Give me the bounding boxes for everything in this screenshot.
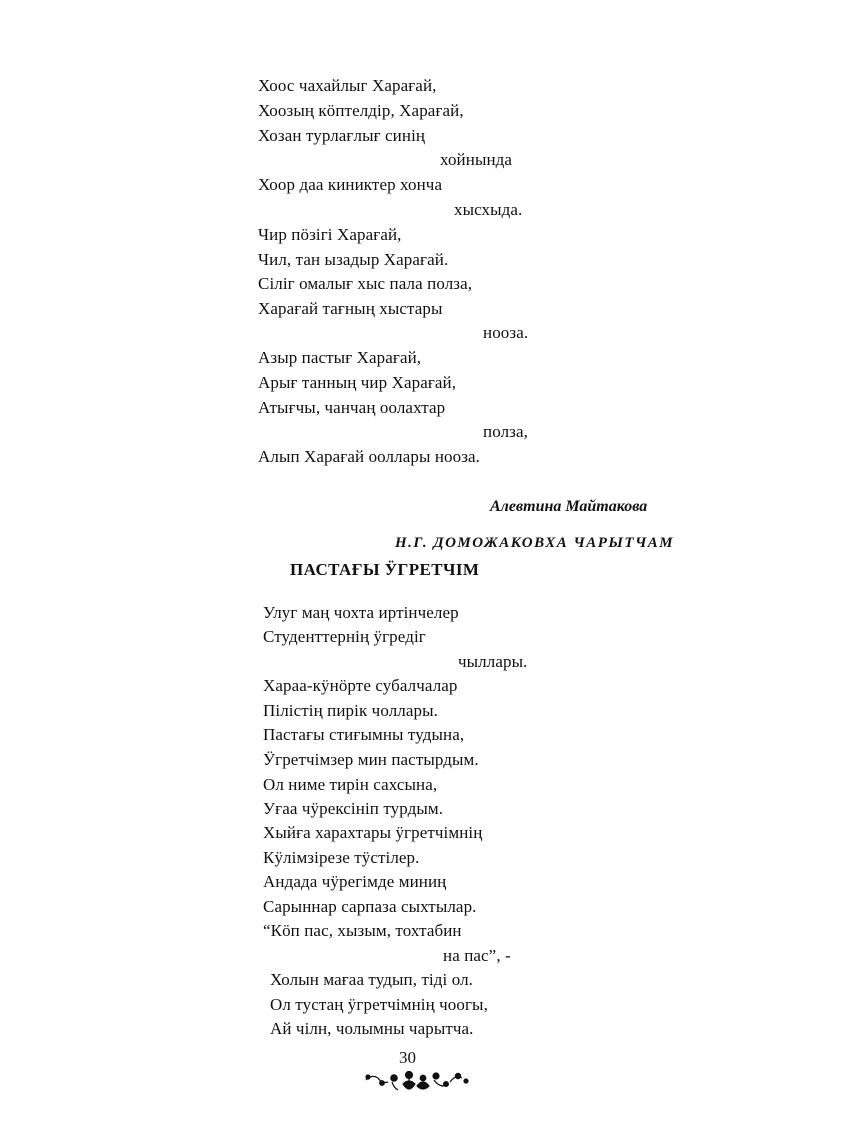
poem-line: хойнында: [440, 150, 513, 169]
dedication: Н.Г. ДОМОЖАКОВХА ЧАРЫТЧАМ: [395, 535, 675, 551]
poem-line: Ол тустаң ӱгретчімнің чоогы,: [270, 995, 488, 1014]
poem-line: хысхыда.: [454, 200, 523, 219]
poem-line: Студенттернің ӱгредіг: [263, 627, 426, 646]
poem-line: Ӱгретчімзер мин пастырдым.: [263, 750, 479, 769]
poem-line: нооза.: [483, 323, 529, 342]
poem-line: полза,: [483, 422, 528, 441]
poem-line: Улуг маң чохта иртінчелер: [263, 603, 459, 622]
poem-line: “Кӧп пас, хызым, тохтабин: [263, 921, 462, 940]
poem-line: Ай чілн, чолымны чарытча.: [270, 1019, 474, 1038]
poem-line: Ол ниме тирін сахсына,: [263, 775, 438, 794]
poem-line: Хараа-кӱнӧрте субалчалар: [263, 676, 458, 695]
poem-line: Арығ танның чир Харағай,: [258, 373, 457, 392]
poem-line: Пастағы стиғымны тудына,: [263, 725, 465, 744]
poem-line: Пілістің пирік чоллары.: [263, 701, 438, 720]
poem-line: Хыйға харахтары ӱгретчімнің: [263, 823, 483, 842]
poem-line: Уғаа чӱрексініп турдым.: [263, 799, 444, 818]
poem-line: Сіліг омалығ хыс пала полза,: [258, 274, 473, 293]
poem-line: Атығчы, чанчаң оолахтар: [258, 398, 446, 417]
poem-line: Холын мағаа тудып, тіді ол.: [270, 970, 474, 989]
poem-line: Алып Харағай ооллары нооза.: [258, 447, 481, 466]
poem-line: Азыр пастығ Харағай,: [258, 348, 422, 367]
poem-title: ПАСТАҒЫ ӰГРЕТЧІМ: [290, 560, 480, 579]
poem-line: Харағай тағның хыстары: [258, 299, 443, 318]
floral-ornament-icon: [362, 1066, 472, 1101]
poem-line: Андада чӱрегімде миниң: [263, 872, 447, 891]
poem-line: Хоос чахайлыг Харағай,: [258, 76, 437, 95]
page-number: 30: [399, 1048, 416, 1067]
author-name: Алевтина Майтакова: [490, 498, 648, 515]
poem-line: Чир пӧзігі Харағай,: [258, 225, 402, 244]
poem-line: Чил, тан ызадыр Харағай.: [258, 250, 449, 269]
poem-line: Хоозың кӧптелдір, Харағай,: [258, 101, 464, 120]
poem-line: на пас”, -: [443, 946, 511, 965]
poem-line: чыллары.: [458, 652, 528, 671]
poem-line: Хозан турлағлығ синің: [258, 126, 426, 145]
poem-line: Сарыннар сарпаза сыхтылар.: [263, 897, 477, 916]
poem-line: Кӱлімзірезе тӱстілер.: [263, 848, 420, 867]
poem-line: Хоор даа киниктер хонча: [258, 175, 443, 194]
